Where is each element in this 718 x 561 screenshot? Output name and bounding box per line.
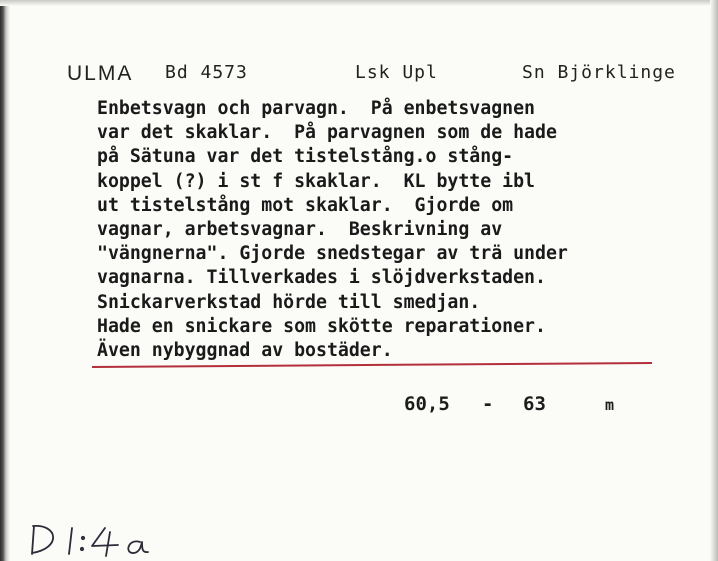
page-start: 60,5 xyxy=(404,393,450,415)
socken: Sn Björklinge xyxy=(522,62,676,83)
text-line: Snickarverkstad hörde till smedjan. xyxy=(97,291,481,313)
page-suffix: m xyxy=(605,396,615,414)
page-reference xyxy=(0,393,718,417)
card-header xyxy=(0,62,718,88)
text-line: vagnarna. Tillverkades i slöjdverkstaden. xyxy=(97,267,546,289)
landskap: Lsk Upl xyxy=(355,62,438,83)
text-line: Hade en snickare som skötte reparationer. xyxy=(97,315,546,337)
page-end: 63 xyxy=(523,393,546,415)
archive-code: ULMA xyxy=(67,62,134,85)
text-line: vagnar, arbetsvagnar. Beskrivning av xyxy=(97,218,503,240)
card-body-text xyxy=(97,97,697,363)
page-dash: - xyxy=(482,393,494,415)
text-line: koppel (?) i st f skaklar. KL bytte ibl xyxy=(97,170,535,192)
text-line: "vängnerna". Gjorde snedstegar av trä under xyxy=(97,243,568,265)
text-line: på Sätuna var det tistelstång.o stång- xyxy=(97,146,514,168)
text-line: var det skaklar. På parvagnen som de hade xyxy=(97,122,557,144)
text-line: ut tistelstång mot skaklar. Gjorde om xyxy=(97,194,514,216)
handwritten-signum xyxy=(28,518,178,558)
card-top-edge xyxy=(0,0,718,6)
inventory-number: Bd 4573 xyxy=(165,62,248,83)
text-line: Även nybyggnad av bostäder. xyxy=(97,339,393,361)
text-line: Enbetsvagn och parvagn. På enbetsvagnen xyxy=(97,98,535,119)
